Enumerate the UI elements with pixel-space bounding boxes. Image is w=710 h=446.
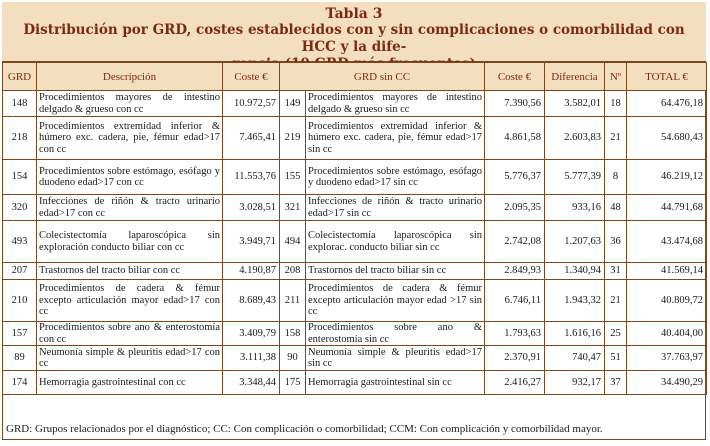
n-cell: 31 [605, 263, 627, 280]
diferencia-cell: 1.340,94 [545, 263, 605, 280]
grd-sin-cc-cell: 149 [280, 91, 306, 117]
descripcion-cell: Infecciones de riñón & tracto urinario edad>17 con cc [37, 195, 223, 221]
table-subtitle-line1: Distribución por GRD, costes establecidos con y sin complicaciones o comorbilidad con HCC y la dife- [23, 22, 685, 55]
n-cell: 51 [605, 346, 627, 371]
table-row [3, 91, 707, 117]
col-header-grd: GRD [3, 63, 37, 91]
coste-cell: 11.553,76 [223, 160, 280, 195]
table-row [3, 221, 707, 263]
descripcion-cell: Procedimientos de cadera & fémur excepto articulación mayor edad>17 con cc [37, 280, 223, 322]
col-header-n: Nº [605, 63, 627, 91]
col-header-descripcion: Descripción [37, 63, 223, 91]
diferencia-cell: 1.943,32 [545, 280, 605, 322]
descripcion-sin-cc-cell: Colecistectomía laparoscópica sin explorac. conducto biliar sin cc [306, 221, 485, 263]
col-header-grd-sin-cc: GRD sin CC [280, 63, 485, 91]
coste-sin-cc-cell: 5.776,37 [485, 160, 545, 195]
grd-cell: 157 [3, 322, 37, 346]
grd-sin-cc-cell: 494 [280, 221, 306, 263]
diferencia-cell: 5.777,39 [545, 160, 605, 195]
coste-sin-cc-cell: 6.746,11 [485, 280, 545, 322]
table-row [3, 371, 707, 395]
total-cell: 40.404,00 [627, 322, 707, 346]
n-cell: 36 [605, 221, 627, 263]
descripcion-sin-cc-cell: Procedimientos sobre estómago, esófago y duodeno edad>17 sin cc [306, 160, 485, 195]
descripcion-sin-cc-cell: Neumonía simple & pleuritis edad>17 sin cc [306, 346, 485, 371]
grd-cell: 320 [3, 195, 37, 221]
descripcion-sin-cc-cell: Procedimientos mayores de intestino delgado & grueso sin cc [306, 91, 485, 117]
n-cell: 25 [605, 322, 627, 346]
total-cell: 54.680,43 [627, 117, 707, 160]
col-header-total: TOTAL € [627, 63, 707, 91]
coste-sin-cc-cell: 4.861,58 [485, 117, 545, 160]
grd-sin-cc-cell: 208 [280, 263, 306, 280]
coste-sin-cc-cell: 2.095,35 [485, 195, 545, 221]
descripcion-sin-cc-cell: Procedimientos sobre ano & enterostomía sin cc [306, 322, 485, 346]
total-cell: 34.490,29 [627, 371, 707, 395]
diferencia-cell: 2.603,83 [545, 117, 605, 160]
header-row [3, 63, 707, 91]
diferencia-cell: 932,17 [545, 371, 605, 395]
grd-sin-cc-cell: 155 [280, 160, 306, 195]
descripcion-cell: Procedimientos sobre ano & enterostomía con cc [37, 322, 223, 346]
coste-sin-cc-cell: 1.793,63 [485, 322, 545, 346]
diferencia-cell: 1.616,16 [545, 322, 605, 346]
descripcion-sin-cc-cell: Procedimientos de cadera & fémur excepto articulación mayor edad >17 sin cc [306, 280, 485, 322]
table-title: Tabla 3 [325, 6, 383, 22]
table-row [3, 160, 707, 195]
coste-cell: 7.465,41 [223, 117, 280, 160]
n-cell: 37 [605, 371, 627, 395]
coste-cell: 3.028,51 [223, 195, 280, 221]
coste-sin-cc-cell: 7.390,56 [485, 91, 545, 117]
grd-cell: 207 [3, 263, 37, 280]
total-cell: 40.809,72 [627, 280, 707, 322]
descripcion-cell: Procedimientos sobre estómago, esófago y duodeno edad>17 con cc [37, 160, 223, 195]
n-cell: 21 [605, 280, 627, 322]
grd-sin-cc-cell: 158 [280, 322, 306, 346]
coste-sin-cc-cell: 2.849,93 [485, 263, 545, 280]
grd-sin-cc-cell: 219 [280, 117, 306, 160]
table-caption [2, 2, 706, 62]
grd-cell: 154 [3, 160, 37, 195]
descripcion-cell: Trastornos del tracto biliar con cc [37, 263, 223, 280]
grd-cell: 89 [3, 346, 37, 371]
coste-cell: 3.409,79 [223, 322, 280, 346]
data-table [2, 62, 707, 395]
coste-cell: 3.949,71 [223, 221, 280, 263]
table-row [3, 195, 707, 221]
total-cell: 64.476,18 [627, 91, 707, 117]
n-cell: 21 [605, 117, 627, 160]
coste-cell: 4.190,87 [223, 263, 280, 280]
grd-sin-cc-cell: 175 [280, 371, 306, 395]
diferencia-cell: 3.582,01 [545, 91, 605, 117]
table-row [3, 280, 707, 322]
grd-cell: 148 [3, 91, 37, 117]
coste-cell: 3.111,38 [223, 346, 280, 371]
coste-sin-cc-cell: 2.416,27 [485, 371, 545, 395]
table-footnote: GRD: Grupos relacionados por el diagnóstico; CC: Con complicación o comorbilidad; CCM: Con complicación y comorbilidad mayor. [6, 423, 603, 435]
descripcion-cell: Procedimientos extremidad inferior & húmero exc. cadera, pie, fémur edad>17 con cc [37, 117, 223, 160]
total-cell: 46.219,12 [627, 160, 707, 195]
descripcion-sin-cc-cell: Hemorragia gastrointestinal sin cc [306, 371, 485, 395]
col-header-coste-sin-cc: Coste € [485, 63, 545, 91]
coste-cell: 3.348,44 [223, 371, 280, 395]
grd-sin-cc-cell: 211 [280, 280, 306, 322]
total-cell: 37.763,97 [627, 346, 707, 371]
grd-sin-cc-cell: 321 [280, 195, 306, 221]
col-header-diferencia: Diferencia [545, 63, 605, 91]
descripcion-cell: Procedimientos mayores de intestino delgado & grueso con cc [37, 91, 223, 117]
diferencia-cell: 1.207,63 [545, 221, 605, 263]
n-cell: 8 [605, 160, 627, 195]
grd-cell: 210 [3, 280, 37, 322]
descripcion-sin-cc-cell: Infecciones de riñón & tracto urinario edad>17 sin cc [306, 195, 485, 221]
descripcion-cell: Neumonía simple & pleuritis edad>17 con cc [37, 346, 223, 371]
grd-sin-cc-cell: 90 [280, 346, 306, 371]
col-header-coste: Coste € [223, 63, 280, 91]
descripcion-sin-cc-cell: Trastornos del tracto biliar sin cc [306, 263, 485, 280]
descripcion-sin-cc-cell: Procedimientos extremidad inferior & húmero exc. cadera, pie, fémur edad>17 sin cc [306, 117, 485, 160]
total-cell: 44.791,68 [627, 195, 707, 221]
total-cell: 43.474,68 [627, 221, 707, 263]
table-row [3, 346, 707, 371]
grd-cell: 174 [3, 371, 37, 395]
coste-sin-cc-cell: 2.370,91 [485, 346, 545, 371]
table-row [3, 263, 707, 280]
grd-cell: 218 [3, 117, 37, 160]
coste-sin-cc-cell: 2.742,08 [485, 221, 545, 263]
n-cell: 18 [605, 91, 627, 117]
table-row [3, 322, 707, 346]
coste-cell: 10.972,57 [223, 91, 280, 117]
n-cell: 48 [605, 195, 627, 221]
descripcion-cell: Colecistectomía laparoscópica sin exploración conducto biliar con cc [37, 221, 223, 263]
grd-cell: 493 [3, 221, 37, 263]
diferencia-cell: 740,47 [545, 346, 605, 371]
diferencia-cell: 933,16 [545, 195, 605, 221]
coste-cell: 8.689,43 [223, 280, 280, 322]
descripcion-cell: Hemorragia gastrointestinal con cc [37, 371, 223, 395]
table-row [3, 117, 707, 160]
total-cell: 41.569,14 [627, 263, 707, 280]
